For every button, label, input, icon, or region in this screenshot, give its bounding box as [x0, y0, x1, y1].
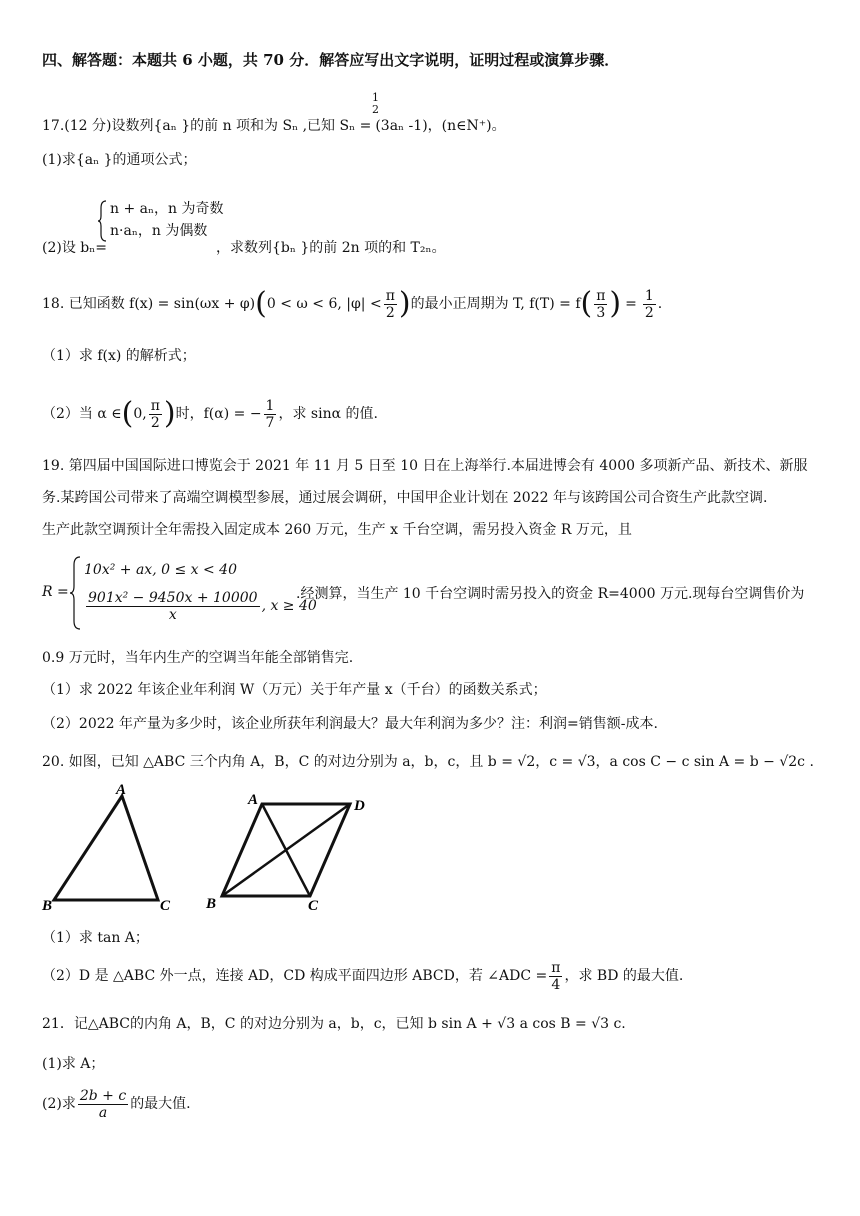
q18-half-num: 1: [644, 287, 654, 304]
q17-part1: (1)求{aₙ }的通项公式；: [42, 152, 197, 168]
q19-after: .经测算，当生产 10 千台空调时需另投入的资金 R=4000 万元.现每台空调售价为: [296, 586, 805, 602]
q18-half-den: 2: [644, 304, 654, 321]
q18-p2-int: 0,: [133, 406, 147, 422]
q19-case2-frac: [86, 590, 260, 623]
q20-stem: 20. 如图，已知 △ABC 三个内角 A，B，C 的对边分别为 a，b，c，且 b = √2，c = √3，a cos C − c sin A = b − √2c .: [42, 754, 814, 770]
q18-seventh-num: 1: [265, 397, 275, 414]
q20-pi-over-4: [549, 960, 562, 993]
q17-stem-tail: (3aₙ -1)，(n∈N⁺)。: [375, 118, 506, 134]
q17-stem-text: 17.(12 分)设数列{aₙ }的前 n 项和为 Sₙ ,已知 Sₙ =: [42, 118, 372, 134]
q18-pi3-num: π: [596, 287, 606, 304]
fig1-label-b: B: [42, 898, 53, 914]
q18-stem-a: 18. 已知函数 f(x) = sin(ωx + φ): [42, 296, 256, 312]
q17-half-den: 2: [372, 103, 379, 116]
q20-pi: π: [551, 959, 561, 976]
q18-p2-c: ，求 sinα 的值.: [278, 406, 378, 422]
q21-stem: 21．记△ABC的内角 A，B，C 的对边分别为 a，b，c，已知 b sin A + √3 a cos B = √3 c.: [42, 1016, 626, 1032]
section-header: 四、解答题：本题共 6 小题，共 70 分．解答应写出文字说明，证明过程或演算步骤．: [42, 51, 620, 69]
q18-pi-over-2: [384, 288, 397, 321]
fig2-label-a: A: [248, 792, 259, 808]
q21-frac-den: a: [98, 1104, 108, 1121]
paren-close-icon: ): [163, 396, 176, 431]
q20-p2-b: ，求 BD 的最大值.: [564, 968, 684, 984]
q17-stem: [42, 116, 506, 136]
fig2-label-d: D: [354, 798, 365, 814]
q20-four: 4: [551, 976, 561, 993]
fig1-label-a: A: [116, 784, 127, 798]
q17-case2: n·aₙ，n 为偶数: [110, 223, 208, 239]
q21-frac: [78, 1088, 128, 1121]
q17-part2-suffix: ，求数列{bₙ }的前 2n 项的和 T₂ₙ。: [216, 240, 446, 256]
q18-seventh-den: 7: [265, 414, 275, 431]
q18-p2-pi: π: [150, 397, 160, 414]
q18-stem-b: 的最小正周期为 T, f(T) = f: [410, 296, 581, 312]
fig2-label-b: B: [206, 896, 217, 912]
q17-half-num: 1: [372, 91, 379, 104]
q18-part2: [42, 396, 378, 432]
q19-case2: [84, 584, 317, 628]
q21-frac-num: 2b + c: [79, 1087, 127, 1104]
q18-part1: （1）求 f(x) 的解析式；: [42, 348, 196, 364]
fig2-label-c: C: [308, 898, 319, 914]
q18-eq: =: [625, 296, 637, 312]
q18-two: 2: [385, 304, 395, 321]
q19-line2: 务.某跨国公司带来了高端空调模型参展，通过展会调研，中国甲企业计划在 2022 年与该跨国公司合资生产此款空调.: [42, 490, 768, 506]
quadrilateral-figure: [200, 790, 380, 914]
q21-part2: [42, 1084, 191, 1124]
q18-stem: 18. 已知函数 f(x) = sin(ωx + φ)(0 < ω < 6, |φ| < $\frac{\pi}{2}$ )的最小正周期为 T, f(T) = f( $\frac{\pi}{3}$ ) = $\frac{1}{2}$ .: [42, 286, 663, 321]
q18-p2-a: （2）当 α ∈: [42, 406, 122, 422]
q19-case2-den: x: [168, 606, 177, 623]
q21-p2-a: (2)求: [42, 1096, 76, 1112]
q21-part1: (1)求 A；: [42, 1056, 105, 1072]
q19-case2-cond: , x ≥ 40: [261, 598, 317, 614]
q19-case1: 10x² + ax, 0 ≤ x < 40: [84, 562, 237, 578]
q18-p2-pi-over-2: [149, 398, 162, 431]
q19-part1: （1）求 2022 年该企业年利润 W（万元）关于年产量 x（千台）的函数关系式；: [42, 682, 547, 698]
q19-case2-num: 901x² − 9450x + 10000: [88, 589, 258, 606]
brace-icon: [98, 200, 108, 242]
paren-close-icon: ): [609, 286, 622, 321]
q18-p2-b: 时，f(α) = −: [175, 406, 262, 422]
brace-icon: [70, 556, 82, 630]
q17-part2-prefix: (2)设 bₙ=: [42, 240, 108, 256]
q18-one-seventh: [264, 398, 277, 431]
q19-r-label: R =: [42, 584, 69, 600]
q21-p2-b: 的最大值.: [130, 1096, 191, 1112]
triangle-abc-shape: [54, 796, 158, 900]
paren-open-icon: (: [580, 286, 593, 321]
paren-open-icon: (: [121, 396, 134, 431]
q17-case1: n + aₙ，n 为奇数: [110, 201, 224, 217]
q19-part2: （2）2022 年产量为多少时，该企业所获年利润最大？最大年利润为多少？注：利润=销售额-成本.: [42, 716, 658, 732]
paren-open-icon: (: [255, 286, 267, 321]
fig1-label-c: C: [160, 898, 171, 914]
q18-p2-two: 2: [150, 414, 160, 431]
triangle-figure: [40, 784, 180, 914]
q18-pi: π: [385, 287, 395, 304]
q20-p2-a: （2）D 是 △ABC 外一点，连接 AD，CD 构成平面四边形 ABCD，若 ∠ADC =: [42, 968, 548, 984]
q19-line4: 0.9 万元时，当年内生产的空调当年能全部销售完.: [42, 650, 354, 666]
paren-close-icon: ): [398, 286, 411, 321]
q18-pi3-den: 3: [596, 304, 606, 321]
q19-line3: 生产此款空调预计全年需投入固定成本 260 万元，生产 x 千台空调，需另投入资金 R 万元，且: [42, 522, 632, 538]
q19-line1: 19. 第四届中国国际进口博览会于 2021 年 11 月 5 日至 10 日在上海举行.本届进博会有 4000 多项新产品、新技术、新服: [42, 458, 808, 474]
q18-pi-over-3: [594, 288, 607, 321]
q20-part2: [42, 958, 683, 994]
q18-one-half: [643, 288, 656, 321]
q18-cond: 0 < ω < 6, |φ| <: [266, 296, 382, 312]
q20-part1: （1）求 tan A；: [42, 930, 149, 946]
